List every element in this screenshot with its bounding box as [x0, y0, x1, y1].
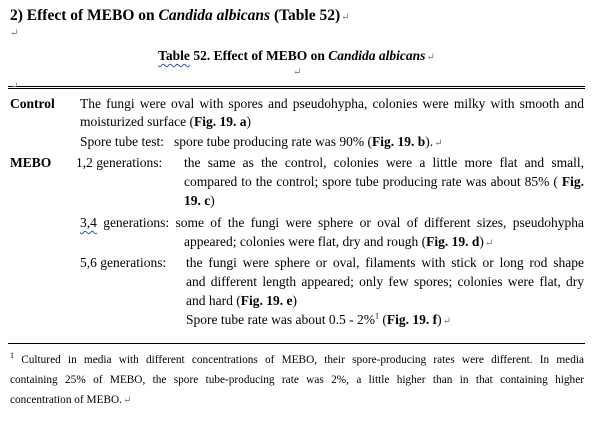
mebo-g34-line-1: 3,4 generations: some of the fungi were sphere or oval of different sizes, pseudohypha — [80, 215, 584, 230]
mebo-g34-line-2: appeared; colonies were flat, dry and rough (Fig. 19. d)↵ — [184, 234, 494, 249]
figure-ref: Fig. — [561, 174, 584, 189]
row-label-mebo: MEBO — [10, 155, 52, 170]
heading-suffix: (Table 52) — [270, 7, 341, 24]
figure-ref: Fig. 19. f — [386, 312, 438, 327]
mebo-g56-line-4: Spore tube rate was about 0.5 - 2%$^1$ (Fig. 19. f)↵ — [186, 311, 451, 327]
table-bottom-rule — [8, 343, 585, 344]
row-label-control: Control — [10, 96, 55, 111]
figure-ref: Fig. 19. e — [240, 293, 293, 308]
footnote-line-3: concentration of MEBO.↵ — [10, 394, 132, 406]
table-title — [0, 48, 593, 64]
mebo-g56-line-2: and different length appeared; only few spores; colonies were flat, dry — [186, 274, 584, 289]
footnote-line-1: $^1$ Cultured in media with different concentrations of MEBO, their spore-producing rates were different. In media — [10, 351, 584, 366]
control-line-1: The fungi were oval with spores and pseudohypha, colonies were milky with smooth and — [80, 96, 584, 111]
mebo-g12-line-1: the same as the control, colonies were a little more flat and small, — [184, 155, 584, 170]
paragraph-mark-icon: ↵ — [10, 81, 19, 92]
mebo-g34-lead-num: 3,4 — [80, 215, 97, 230]
table-title-rest: 52. Effect of MEBO on — [189, 48, 329, 63]
mebo-g56-lead: 5,6 generations: — [80, 255, 167, 270]
control-line-2: moisturized surface (Fig. 19. a) — [80, 114, 251, 129]
footnote-number: 1 — [10, 351, 14, 361]
control-line-3: Spore tube test: spore tube producing rate was 90% (Fig. 19. b).↵ — [80, 134, 443, 149]
paragraph-mark-icon: ↵ — [293, 67, 302, 78]
table-title-organism: Candida albicans — [328, 48, 426, 63]
heading-organism: Candida albicans — [158, 7, 271, 24]
mebo-g12-line-3: 19. c) — [184, 193, 215, 208]
section-heading — [10, 7, 350, 25]
figure-ref: 19. c — [184, 193, 211, 208]
figure-ref: Fig. 19. a — [193, 114, 247, 129]
heading-prefix: 2) Effect of MEBO on — [10, 7, 159, 24]
mebo-g56-line-3: and hard (Fig. 19. e) — [186, 293, 297, 308]
figure-ref: Fig. 19. b — [371, 134, 426, 149]
footnote — [10, 352, 584, 409]
paragraph-mark-icon: ↵ — [434, 138, 443, 149]
mebo-g56-line-1: the fungi were sphere or oval, filaments with stick or long rod shape — [186, 255, 584, 270]
paragraph-mark-icon: ↵ — [442, 316, 451, 327]
table-top-rule — [8, 86, 585, 89]
figure-ref: Fig. 19. d — [426, 234, 480, 249]
footnote-line-2: containing 25% of MEBO, the spore tube-producing rate was 2%, a little higher than in that containing higher — [10, 374, 584, 386]
paragraph-mark-icon: ↵ — [426, 52, 435, 63]
paragraph-mark-icon: ↵ — [123, 395, 132, 406]
footnote-ref: 1 — [374, 311, 379, 321]
mebo-g12-line-2: compared to the control; spore tube producing rate was about 85% ( Fig. — [184, 174, 584, 189]
paragraph-mark-icon: ↵ — [10, 28, 19, 39]
table-title-label: Table — [158, 48, 190, 63]
mebo-g12-lead: 1,2 generations: — [76, 155, 163, 170]
paragraph-mark-icon: ↵ — [341, 12, 350, 23]
paragraph-mark-icon: ↵ — [484, 238, 494, 249]
